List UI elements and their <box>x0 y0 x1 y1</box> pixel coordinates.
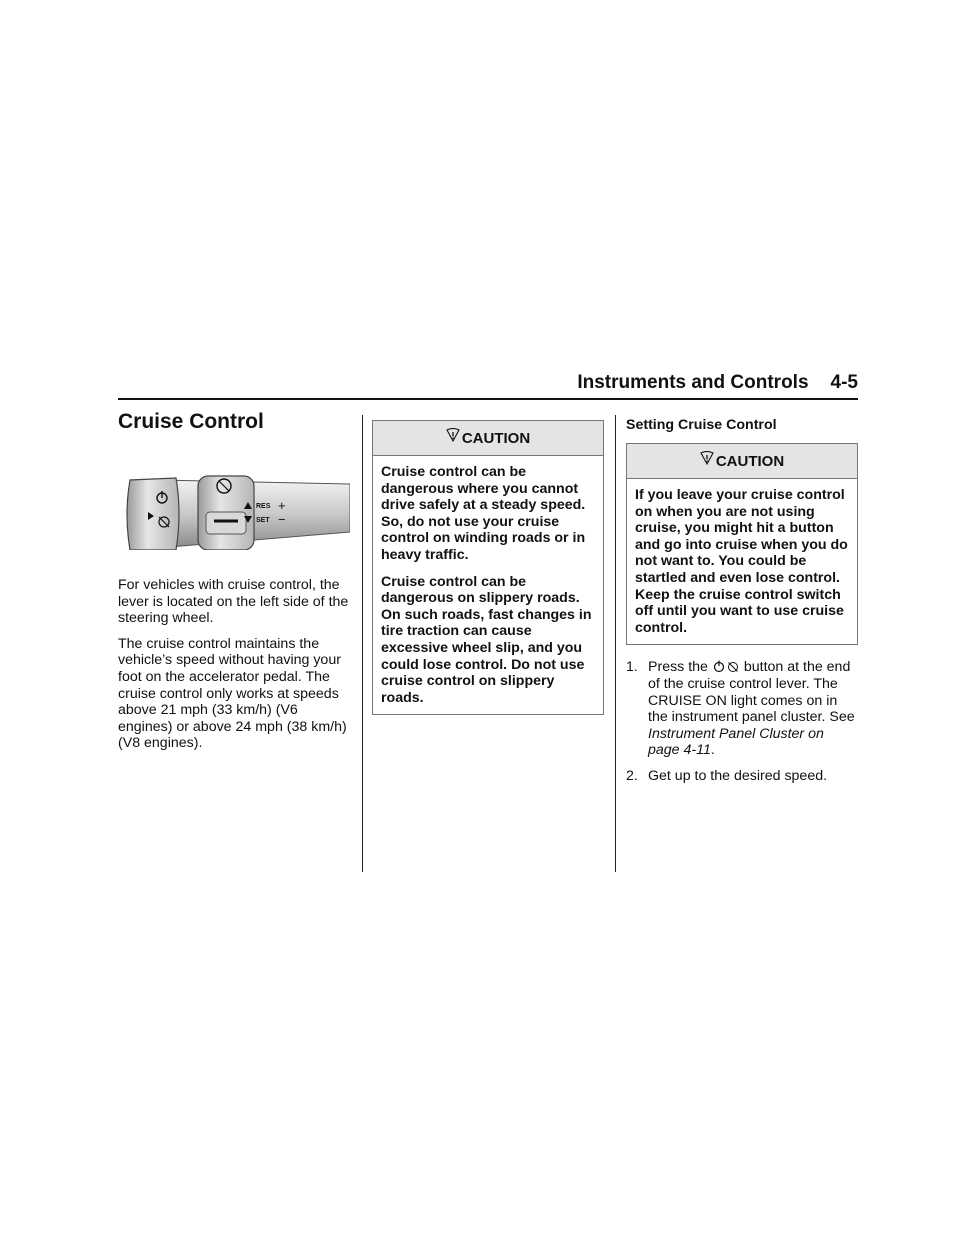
column-divider-2 <box>615 415 616 872</box>
step-text: . <box>710 742 715 759</box>
step-number: 1. <box>626 659 638 676</box>
column-1 <box>118 410 350 761</box>
step-number: 2. <box>626 767 638 784</box>
caution-box-2 <box>626 443 858 645</box>
step-2 <box>626 768 858 785</box>
subheading: Setting Cruise Control <box>626 417 777 433</box>
caution-text: Cruise control can be dangerous on slippery roads. On such roads, fast changes in tire traction can cause excessive wheel slip, and you could lose control. Do not use cruise control on slippery roads. <box>381 573 592 706</box>
page-header <box>118 370 858 400</box>
caution-title: CAUTION <box>715 452 785 470</box>
caution-header <box>627 444 857 479</box>
minus-label: − <box>278 512 286 527</box>
steps-list <box>626 659 858 784</box>
column-3 <box>626 417 858 794</box>
caution-title: CAUTION <box>461 429 531 447</box>
section-heading: Cruise Control <box>118 410 264 433</box>
column-divider-1 <box>362 415 363 872</box>
section-title: Instruments and Controls <box>577 372 809 393</box>
warning-icon <box>700 451 714 465</box>
cruise-icon <box>727 660 739 673</box>
step-text: Press the <box>648 659 708 676</box>
res-label: RES <box>256 503 271 510</box>
cruise-lever-illustration <box>118 452 350 550</box>
step-text: button at the end of the cruise control lever. The CRUISE ON light comes on in the instrument panel cluster. See <box>648 659 855 726</box>
intro-paragraph: For vehicles with cruise control, the lever is located on the left side of the steering wheel. <box>118 577 349 627</box>
warning-icon <box>446 428 460 442</box>
caution-body <box>373 456 603 714</box>
caution-body <box>627 479 857 644</box>
page-number: 4-5 <box>830 372 858 393</box>
caution-text: If you leave your cruise control on when you are not using cruise, you might hit a button and go into cruise when you do not want to. You could be startled and even lose control. Keep the cruise control switch off until you want to use cruise control. <box>635 487 848 636</box>
caution-header <box>373 421 603 456</box>
power-icon <box>713 660 725 673</box>
caution-text: Cruise control can be dangerous where you cannot drive safely at a steady speed. So, do not use your cruise control on winding roads or in heavy traffic. <box>381 464 586 563</box>
description-paragraph: The cruise control maintains the vehicle’s speed without having your foot on the accelerator pedal. The cruise control only works at speeds above 21 mph (33 km/h) (V6 engines) or above 24 mph (38 km/h) (V8 engines). <box>118 635 347 752</box>
step-text: Get up to the desired speed. <box>648 767 828 784</box>
page-reference-link[interactable]: Instrument Panel Cluster on page 4-11 <box>648 725 824 759</box>
column-2 <box>372 420 604 715</box>
plus-label: + <box>278 498 286 513</box>
set-label: SET <box>256 517 270 524</box>
step-1 <box>626 659 858 759</box>
header-title <box>577 372 858 394</box>
caution-box-1 <box>372 420 604 715</box>
